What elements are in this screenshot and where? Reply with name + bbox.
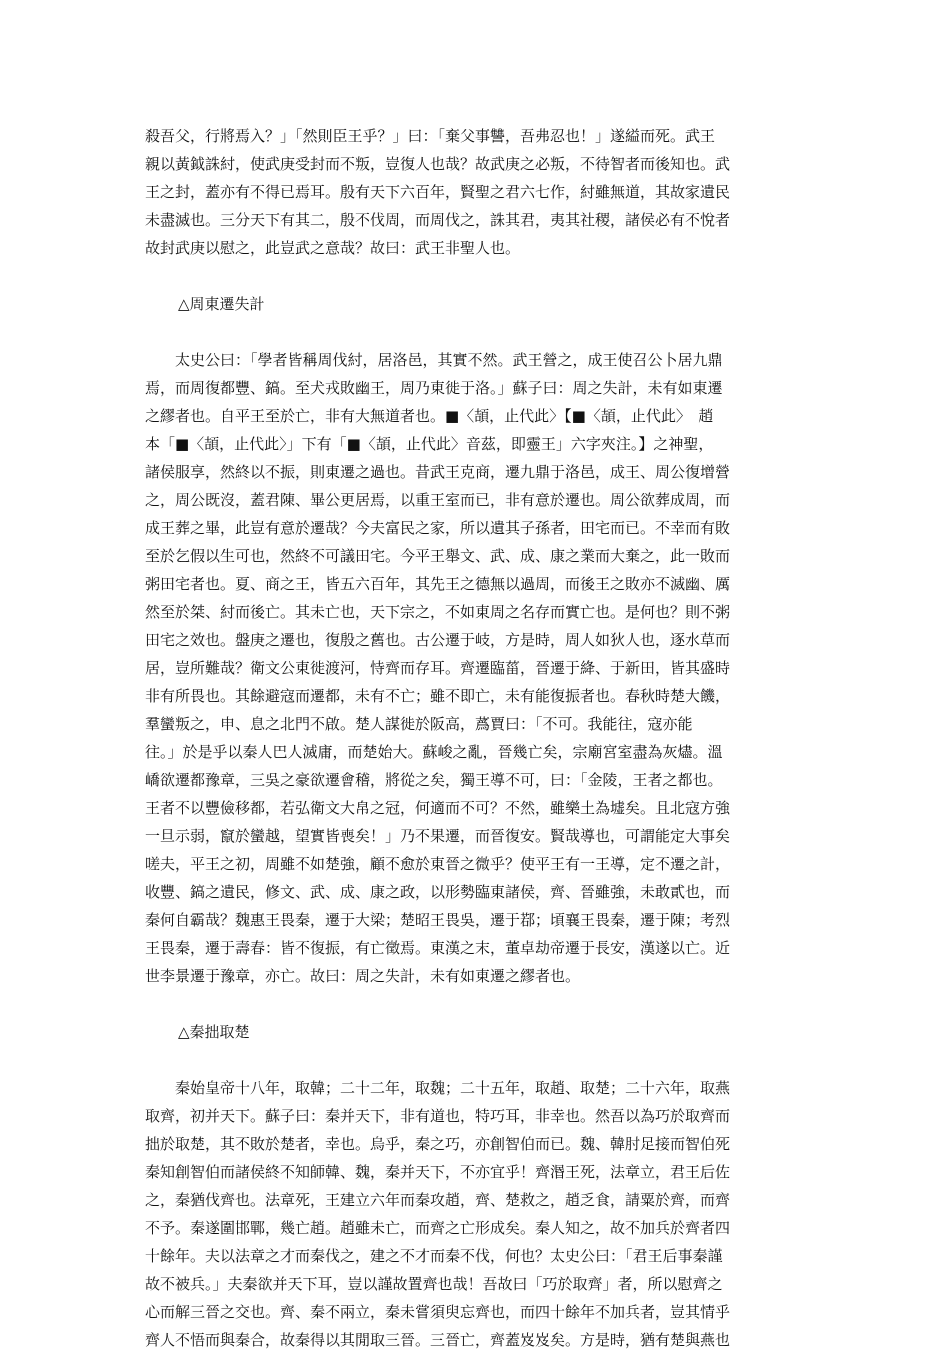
text-line: 親以黃鉞誅紂，使武庚受封而不叛，豈復人也哉？故武庚之必叛，不待智者而後知也。武	[145, 155, 731, 173]
text-line: 取齊，初并天下。蘇子曰：秦并天下，非有道也，特巧耳，非幸也。然吾以為巧於取齊而	[145, 1107, 731, 1125]
text-line: 居，豈所難哉？衛文公東徙渡河，恃齊而存耳。齊遷臨菑，晉遷于絳、于新田，皆其盛時	[145, 659, 731, 677]
text-line: 世李景遷于豫章，亦亡。故曰：周之失計，未有如東遷之繆者也。	[145, 967, 581, 985]
text-line: 未盡滅也。三分天下有其二，殷不伐周，而周伐之，誅其君，夷其社稷，諸侯必有不悅者	[145, 211, 731, 229]
text-line: 然至於桀、紂而後亡。其未亡也，天下宗之，不如東周之名存而實亡也。是何也？則不粥	[145, 603, 731, 621]
text-line: 之，周公既沒，蓋君陳、畢公更居焉，以重王室而已，非有意於遷也。周公欲葬成周，而	[145, 491, 731, 509]
text-line: 王者不以豐儉移都，若弘衛文大帛之冠，何適而不可？不然，雖樂土為墟矣。且北寇方強	[145, 799, 731, 817]
text-line: 一旦示弱，竄於蠻越，望實皆喪矣！」乃不果遷，而晉復安。賢哉導也，可謂能定大事矣	[145, 827, 731, 845]
text-line: 王之封，蓋亦有不得已焉耳。殷有天下六百年，賢聖之君六七作，紂雖無道，其故家遺民	[145, 183, 731, 201]
section-heading: △周東遷失計	[178, 295, 265, 313]
text-line: 羣蠻叛之，申、息之北門不啟。楚人謀徙於阪高，蔿賈曰：「不可。我能往，寇亦能	[145, 715, 693, 733]
paragraph-block	[145, 122, 809, 262]
paragraph-block	[145, 1074, 809, 1354]
text-line: 秦知創智伯而諸侯終不知師韓、魏，秦并天下，不亦宜乎！齊湣王死，法章立，君王后佐	[145, 1163, 731, 1181]
text-line: 諸侯服享，然終以不振，則東遷之過也。昔武王克商，遷九鼎于洛邑，成王、周公復增營	[145, 463, 731, 481]
section-heading: △秦拙取楚	[178, 1023, 250, 1041]
text-line: 不予。秦遂圍邯鄲，幾亡趙。趙雖未亡，而齊之亡形成矣。秦人知之，故不加兵於齊者四	[145, 1219, 731, 1237]
text-line: 成王葬之畢，此豈有意於遷哉？今夫富民之家，所以遺其子孫者，田宅而已。不幸而有敗	[145, 519, 731, 537]
text-line: 收豐、鎬之遺民，修文、武、成、康之政，以形勢臨東諸侯，齊、晉雖強，未敢貳也，而	[145, 883, 731, 901]
text-line: 故不被兵。」夫秦欲并天下耳，豈以謹故置齊也哉！吾故曰「巧於取齊」者，所以慰齊之	[145, 1275, 723, 1293]
text-line: 非有所畏也。其餘避寇而遷都，未有不亡；雖不即亡，未有能復振者也。春秋時楚大饑，	[145, 687, 731, 705]
text-line: 粥田宅者也。夏、商之王，皆五六百年，其先王之德無以過周，而後王之敗亦不滅幽、厲	[145, 575, 731, 593]
text-line: 嗟夫，平王之初，周雖不如楚強，顧不愈於東晉之微乎？使平王有一王導，定不遷之計，	[145, 855, 731, 873]
text-line: 拙於取楚，其不敗於楚者，幸也。烏乎，秦之巧，亦創智伯而已。魏、韓肘足接而智伯死	[145, 1135, 731, 1153]
text-line: 秦始皇帝十八年，取韓；二十二年，取魏；二十五年，取趙、取楚；二十六年，取燕	[145, 1079, 731, 1097]
text-line: 至於乞假以生可也，然終不可議田宅。今平王舉文、武、成、康之業而大棄之，此一敗而	[145, 547, 731, 565]
document-page	[145, 122, 809, 1354]
text-line: 十餘年。夫以法章之才而秦伐之，建之不才而秦不伐，何也？太史公曰：「君王后事秦謹	[145, 1247, 723, 1265]
text-line: 之繆者也。自平王至於亡，非有大無道者也。■〈頡，止代此〉【■〈頡，止代此〉 趙	[145, 407, 714, 425]
text-line: 田宅之效也。盤庚之遷也，復殷之舊也。古公遷于岐，方是時，周人如狄人也，逐水草而	[145, 631, 731, 649]
text-line: 嶠欲遷都豫章，三吳之豪欲遷會稽，將從之矣，獨王導不可，曰：「金陵，王者之都也。	[145, 771, 723, 789]
text-line: 心而解三晉之交也。齊、秦不兩立，秦未嘗須臾忘齊也，而四十餘年不加兵者，豈其情乎	[145, 1303, 731, 1321]
text-line: 往。」於是乎以秦人巴人滅庸，而楚始大。蘇峻之亂，晉幾亡矣，宗廟宮室盡為灰燼。溫	[145, 743, 723, 761]
text-line: 本「■〈頡，止代此〉」下有「■〈頡，止代此〉音茲，即靈王」六字夾注。】之神聖，	[145, 435, 714, 453]
text-line: 王畏秦，遷于壽春：皆不復振，有亡徵焉。東漢之末，董卓劫帝遷于長安，漢遂以亡。近	[145, 939, 731, 957]
text-line: 之，秦猶伐齊也。法章死，王建立六年而秦攻趙，齊、楚救之，趙乏食，請粟於齊，而齊	[145, 1191, 731, 1209]
text-line: 齊人不悟而與秦合，故秦得以其閒取三晉。三晉亡，齊蓋岌岌矣。方是時，猶有楚與燕也	[145, 1331, 731, 1349]
paragraph-block	[145, 346, 809, 990]
text-line: 殺吾父，行將焉入？」「然則臣王乎？」曰：「棄父事讐，吾弗忍也！」遂縊而死。武王	[145, 127, 716, 145]
text-line: 太史公曰：「學者皆稱周伐紂，居洛邑，其實不然。武王營之，成王使召公卜居九鼎	[145, 351, 723, 369]
text-line: 故封武庚以慰之，此豈武之意哉？故曰：武王非聖人也。	[145, 239, 521, 257]
text-line: 焉，而周復都豐、鎬。至犬戎敗幽王，周乃東徙于洛。」蘇子曰：周之失計，未有如東遷	[145, 379, 723, 397]
text-line: 秦何自霸哉？魏惠王畏秦，遷于大梁；楚昭王畏吳，遷于鄀；頃襄王畏秦，遷于陳；考烈	[145, 911, 731, 929]
